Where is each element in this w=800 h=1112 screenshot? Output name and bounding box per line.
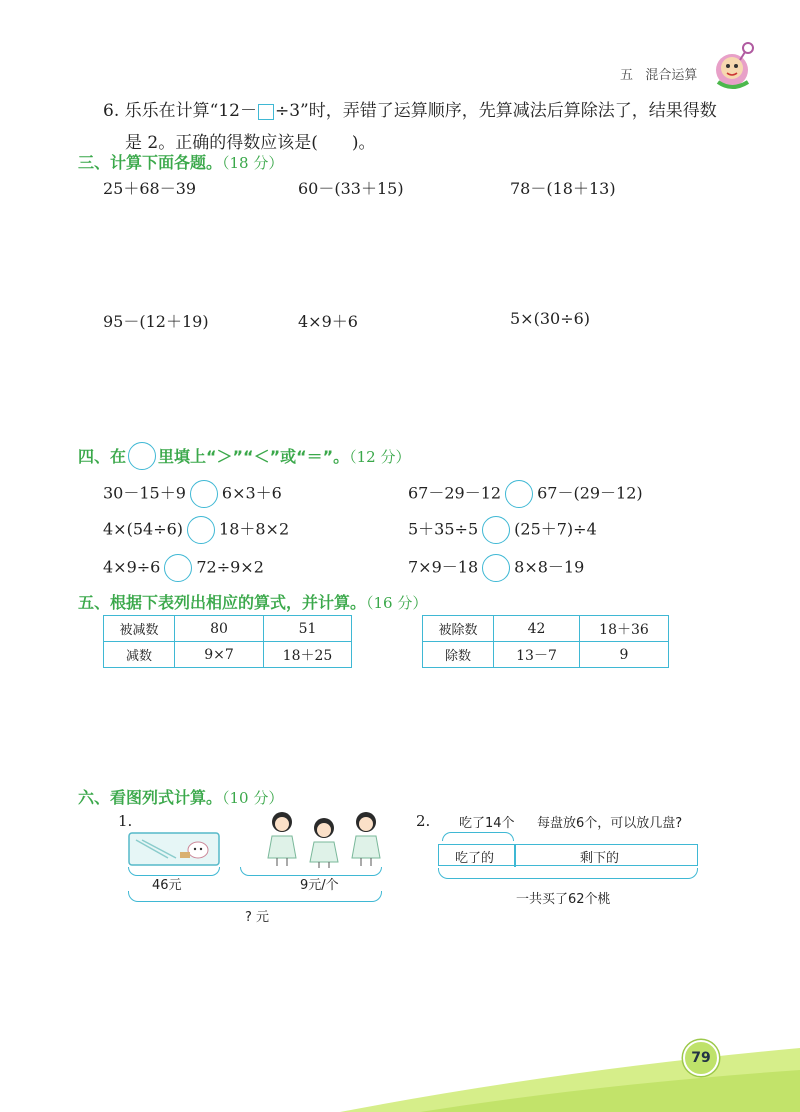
answer-circle[interactable]	[482, 516, 510, 544]
compare-item-6	[408, 554, 584, 582]
question-label: 每盘放6个，可以放几盘?	[537, 816, 683, 831]
price-ac: 46元	[152, 878, 182, 893]
mascot-icon	[710, 38, 758, 90]
section-6-points: （10 分）	[222, 789, 284, 807]
answer-circle[interactable]	[505, 480, 533, 508]
compare-item-5	[103, 554, 264, 582]
compare-item-2	[408, 480, 643, 508]
table-cell: 80	[175, 616, 264, 642]
total-peaches: 一共买了62个桃	[516, 892, 611, 907]
section-5-title	[78, 590, 427, 613]
q6-text-2: ÷3”时，弄错了运算顺序，先算减法后算除法了，结果得数	[274, 101, 717, 121]
compare-right: 8×8－19	[514, 557, 585, 577]
page-number-badge	[683, 1040, 719, 1076]
compare-right: 67－(29－12)	[537, 483, 643, 503]
compare-left: 5＋35÷5	[408, 519, 479, 539]
table-cell: 13－7	[494, 642, 580, 668]
table-cell: 被减数	[104, 616, 175, 642]
section-5-points: （16 分）	[366, 594, 428, 612]
compare-right: 18＋8×2	[219, 519, 290, 539]
segment-divider	[514, 844, 516, 867]
compare-item-3	[103, 516, 289, 544]
total-question: ? 元	[245, 910, 270, 925]
calc-6: 5×(30÷6)	[510, 309, 591, 328]
section-3-heading: 三、计算下面各题。	[78, 153, 223, 172]
eaten-label: 吃了14个	[459, 816, 515, 831]
table-cell: 18＋25	[264, 642, 352, 668]
brace-total	[128, 891, 382, 902]
table-cell: 减数	[104, 642, 175, 668]
section-5-heading: 五、根据下表列出相应的算式，并计算。	[78, 593, 367, 612]
table-row	[423, 616, 669, 642]
compare-item-4	[408, 516, 597, 544]
section-3-points: （18 分）	[222, 154, 284, 172]
table-row	[423, 642, 669, 668]
page-corner-decoration	[0, 1040, 800, 1112]
compare-left: 4×(54÷6)	[103, 519, 184, 539]
title-circle-icon	[128, 442, 156, 470]
section-4-points: （12 分）	[349, 448, 411, 466]
calc-3: 78－(18＋13)	[510, 179, 616, 198]
compare-left: 7×9－18	[408, 557, 479, 577]
unit-number: 五	[620, 68, 634, 83]
compare-item-1	[103, 480, 282, 508]
compare-right: 6×3＋6	[221, 483, 282, 503]
air-conditioner-icon	[128, 832, 220, 866]
page-number: 79	[691, 1050, 711, 1066]
segment-remaining: 剩下的	[580, 851, 620, 866]
table-cell: 被除数	[423, 616, 494, 642]
q6-text-3: 是 2。正确的得数应该是( )。	[125, 133, 376, 153]
compare-left: 67－29－12	[408, 483, 502, 503]
table-cell: 9×7	[175, 642, 264, 668]
table-cell: 51	[264, 616, 352, 642]
answer-circle[interactable]	[187, 516, 215, 544]
section-3-title	[78, 150, 283, 173]
problem-2-number: 2.	[416, 812, 431, 830]
table-row	[104, 616, 352, 642]
table-cell: 18＋36	[580, 616, 669, 642]
price-doll: 9元/个	[300, 878, 339, 893]
section-4-heading-b: 里填上“＞”“＜”或“＝”。	[158, 447, 350, 466]
table-cell: 除数	[423, 642, 494, 668]
q6-text-1: 乐乐在计算“12－	[124, 101, 257, 121]
page-header	[620, 64, 697, 83]
answer-circle[interactable]	[164, 554, 192, 582]
table-row	[104, 642, 352, 668]
table-cell: 42	[494, 616, 580, 642]
unit-title: 混合运算	[645, 68, 698, 83]
section-4-heading-a: 四、在	[78, 447, 127, 466]
calc-1: 25＋68－39	[103, 179, 197, 198]
compare-left: 4×9÷6	[103, 557, 161, 577]
section-4-title	[78, 444, 410, 470]
answer-circle[interactable]	[190, 480, 218, 508]
dolls-icon	[262, 810, 390, 868]
q6-blank-box[interactable]	[258, 104, 274, 120]
table-cell: 9	[580, 642, 669, 668]
q6-number: 6.	[103, 101, 120, 121]
calc-2: 60－(33＋15)	[298, 179, 404, 198]
segment-eaten: 吃了的	[455, 851, 495, 866]
brace-eaten	[442, 832, 514, 841]
compare-left: 30－15＋9	[103, 483, 186, 503]
compare-right: 72÷9×2	[196, 557, 264, 577]
compare-right: (25＋7)÷4	[514, 519, 597, 539]
division-table	[422, 615, 669, 668]
calc-5: 4×9＋6	[298, 312, 358, 331]
problem-1-number: 1.	[118, 812, 133, 830]
section-6-heading: 六、看图列式计算。	[78, 788, 223, 807]
subtraction-table	[103, 615, 352, 668]
answer-circle[interactable]	[482, 554, 510, 582]
brace-total-peaches	[438, 868, 698, 879]
calc-4: 95－(12＋19)	[103, 312, 209, 331]
section-6-title	[78, 785, 283, 808]
